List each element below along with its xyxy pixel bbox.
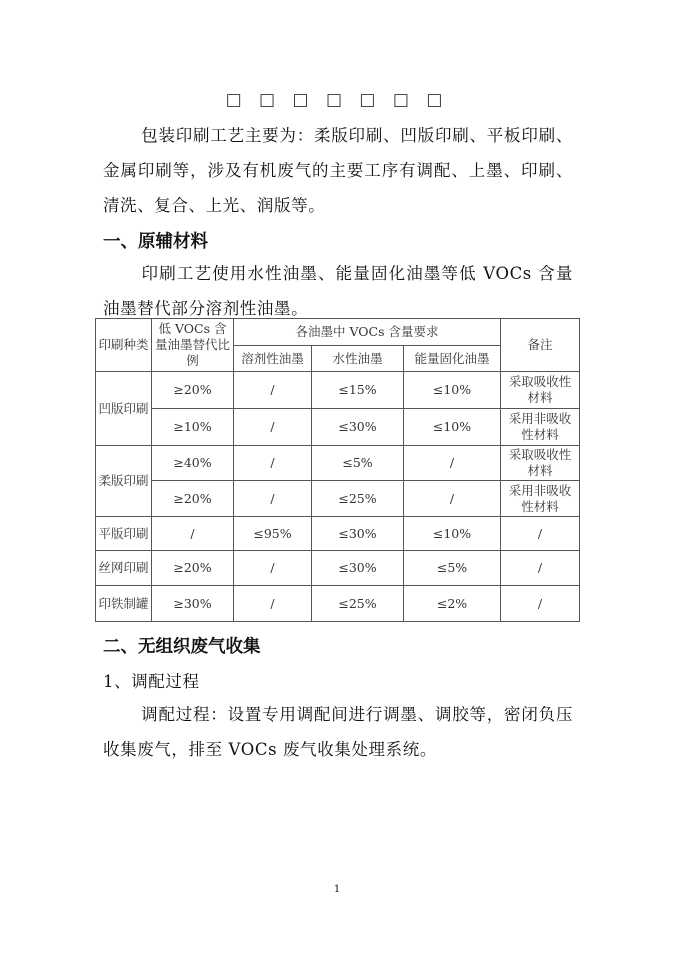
cell-solvent: / [234,586,312,622]
cell-water: ≤30% [312,517,404,551]
cell-water: ≤15% [312,372,404,409]
cell-type: 凹版印刷 [96,372,152,446]
cell-water: ≤25% [312,586,404,622]
cell-note: 采取吸收性材料 [501,446,580,481]
intro-paragraph [103,118,573,223]
cell-energy: ≤10% [404,372,501,409]
table-row [96,481,580,517]
vocs-requirements-table [95,318,580,622]
cell-energy: ≤2% [404,586,501,622]
cell-ratio: ≥20% [152,481,234,517]
cell-ratio: ≥30% [152,586,234,622]
cell-note: 采用非吸收性材料 [501,481,580,517]
cell-solvent: / [234,409,312,446]
cell-water: ≤30% [312,551,404,586]
header-low-vocs-ratio: 低 VOCs 含量油墨替代比例 [152,319,234,372]
cell-note: / [501,517,580,551]
cell-ratio: ≥20% [152,372,234,409]
cell-water: ≤25% [312,481,404,517]
header-energy-ink: 能量固化油墨 [404,346,501,372]
page-title: □ □ □ □ □ □ □ [225,90,449,110]
cell-ratio: ≥20% [152,551,234,586]
cell-water: ≤5% [312,446,404,481]
cell-solvent: / [234,372,312,409]
table-row [96,551,580,586]
header-note: 备注 [501,319,580,372]
section1-paragraph [103,256,573,326]
intro-text: 包装印刷工艺主要为：柔版印刷、凹版印刷、平板印刷、金属印刷等，涉及有机废气的主要工序有调配、上墨、印刷、清洗、复合、上光、润版等。 [103,126,573,215]
cell-type: 平版印刷 [96,517,152,551]
cell-solvent: / [234,551,312,586]
header-solvent-ink: 溶剂性油墨 [234,346,312,372]
cell-water: ≤30% [312,409,404,446]
section2-paragraph [103,697,573,767]
cell-type: 柔版印刷 [96,446,152,517]
section2-subheading: 1、调配过程 [103,672,200,691]
table-row [96,446,580,481]
page-number: 1 [333,884,341,895]
section1-text: 印刷工艺使用水性油墨、能量固化油墨等低 VOCs 含量油墨替代部分溶剂性油墨。 [103,264,573,318]
table-row [96,372,580,409]
cell-energy: ≤5% [404,551,501,586]
cell-solvent: / [234,481,312,517]
table-row [96,409,580,446]
header-print-type: 印刷种类 [96,319,152,372]
cell-type: 印铁制罐 [96,586,152,622]
cell-energy: ≤10% [404,409,501,446]
cell-ratio: ≥10% [152,409,234,446]
cell-note: / [501,551,580,586]
cell-ratio: / [152,517,234,551]
cell-type: 丝网印刷 [96,551,152,586]
header-water-ink: 水性油墨 [312,346,404,372]
section1-heading: 一、原辅材料 [103,232,208,252]
cell-energy: / [404,446,501,481]
table-row [96,586,580,622]
cell-solvent: ≤95% [234,517,312,551]
header-vocs-group: 各油墨中 VOCs 含量要求 [234,319,501,346]
cell-ratio: ≥40% [152,446,234,481]
cell-energy: ≤10% [404,517,501,551]
table-row [96,517,580,551]
cell-note: 采用非吸收性材料 [501,409,580,446]
section2-text: 调配过程：设置专用调配间进行调墨、调胶等，密闭负压收集废气，排至 VOCs 废气收集处理系统。 [103,705,573,759]
cell-energy: / [404,481,501,517]
cell-solvent: / [234,446,312,481]
section2-heading: 二、无组织废气收集 [103,637,261,657]
table-header-row [96,319,580,346]
cell-note: 采取吸收性材料 [501,372,580,409]
cell-note: / [501,586,580,622]
